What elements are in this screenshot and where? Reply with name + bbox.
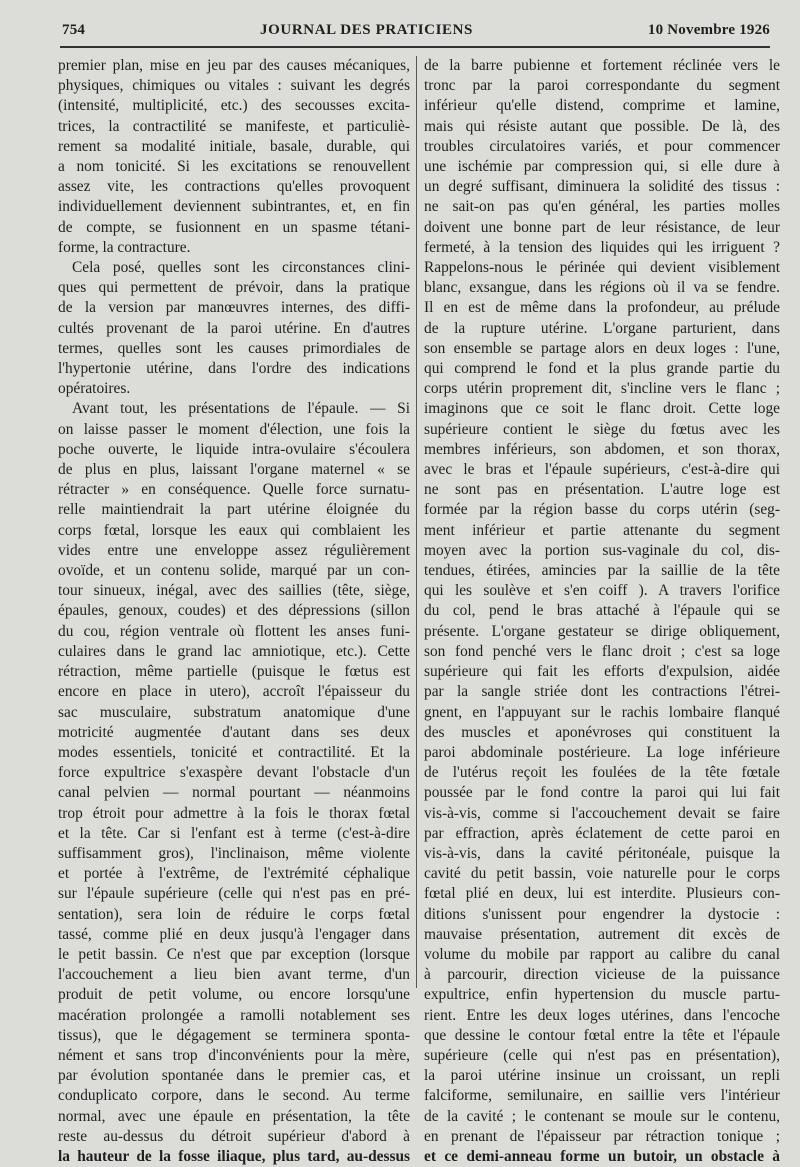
text-line: reste au-dessus du détroit supérieur d'abord à <box>58 1127 410 1145</box>
text-line: poche ouverte, le liquide intra-ovulaire s'écoulera <box>58 440 410 458</box>
text-line: ne sont pas en présentation. L'autre loge est <box>424 481 780 499</box>
text-line: et la tête. Car si l'enfant est à terme (c'est-à-dire <box>58 824 410 842</box>
text-line: Il en est de même dans la profondeur, au prélude <box>424 299 780 317</box>
text-line: supérieure qui fait les efforts d'expulsion, aidée <box>424 663 780 681</box>
text-line: rétracter » en conséquence. Quelle force surnatu- <box>58 481 410 499</box>
running-header <box>62 22 770 44</box>
text-line: mais qui résiste autant que possible. De là, des <box>424 117 780 135</box>
text-line: l'accouchement a lieu bien avant terme, d'un <box>58 966 410 984</box>
text-line: tronc par la paroi correspondante du segment <box>424 77 780 95</box>
column-divider <box>416 56 417 988</box>
text-line: ovoïde, et un contenu solide, marqué par un con- <box>58 562 410 580</box>
text-line: ne sait-on pas qu'en général, les parties molles <box>424 198 780 216</box>
text-line: cavité du petit bassin, voie naturelle pour le corps <box>424 865 780 883</box>
text-line: Rappelons-nous le périnée qui devient visiblement <box>424 259 780 277</box>
text-line: de la barre pubienne et fortement réclinée vers le <box>424 57 780 74</box>
text-line: cultés provenant de la paroi utérine. En d'autres <box>58 319 410 337</box>
text-line: épaules, genoux, coudes) et des dépressions (sillon <box>58 602 410 620</box>
text-line: canal pelvien — normal pourtant — néanmoins <box>58 784 410 802</box>
text-line: trop étroit pour admettre à la fois le thorax fœtal <box>58 804 410 822</box>
text-line: présente. L'organe gestateur se dirige obliquement, <box>424 622 780 640</box>
text-line: de la rupture utérine. L'organe parturient, dans <box>424 319 780 337</box>
text-line: suffisamment gros), l'inclinaison, même violente <box>58 844 410 862</box>
header-rule <box>60 46 770 48</box>
text-line: que dessine le contour fœtal entre la tête et l'épaule <box>424 1026 780 1044</box>
text-line: modes essentiels, tonicité et contractilité. Et la <box>58 743 410 761</box>
text-line: supérieure contient le siège du fœtus avec les <box>424 420 780 438</box>
text-line: fœtal plié en deux, lui est interdite. Plusieurs con- <box>424 885 780 903</box>
text-line: expultrice, enfin hypertension du muscle partu- <box>424 986 780 1004</box>
text-line: forme, la contracture. <box>58 238 191 256</box>
text-line: macération prolongée a ramolli notablement ses <box>58 1006 410 1024</box>
text-line: rient. Entre les deux loges utérines, dans l'encoche <box>424 1006 780 1024</box>
text-line: conduplicato corpore, dans le second. Au terme <box>58 1087 410 1105</box>
text-line: de la cavité ; le contenant se moule sur le contenu, <box>424 1107 780 1125</box>
text-line: doivent une bonne part de leur résistance, de leur <box>424 218 780 236</box>
text-line: vides entre une enveloppe assez régulièrement <box>58 541 410 559</box>
text-line: paroi abdominale postérieure. La loge inférieure <box>424 743 780 761</box>
text-line: (intensité, multiplicité, etc.) des secousses excita- <box>58 97 410 115</box>
page-number: 754 <box>62 22 86 38</box>
text-line: du col, pend le bras attaché à l'épaule qui se <box>424 602 780 620</box>
text-line: par évolution spontanée dans le premier cas, et <box>58 1067 410 1085</box>
text-line: ment inférieur et partie attenante du segment <box>424 521 780 539</box>
text-line: corps fœtal, lorsque les eaux qui comblaient les <box>58 521 410 539</box>
text-line: de l'utérus reçoit les foulées de la tête fœtale <box>424 764 780 782</box>
text-line: vis-à-vis, comme si l'accouchement devait se faire <box>424 804 780 822</box>
text-line: du cou, région ventrale où flottent les anses funi- <box>58 622 410 640</box>
text-line: une ischémie par compression qui, si elle dure à <box>424 158 780 176</box>
text-line: son ensemble se partage alors en deux loges : l'une, <box>424 339 780 357</box>
text-line: des muscles et aponévroses qui constituent la <box>424 723 780 741</box>
text-line: blanc, exsangue, dans les régions où il va se fendre. <box>424 279 780 297</box>
text-line: motricité augmentée d'autant dans ses deux <box>58 723 410 741</box>
text-line: ditions s'unissent pour engendrer la dystocie : <box>424 905 780 923</box>
text-line: assez vite, les contractions qu'elles provoquent <box>58 178 410 196</box>
text-line: qui les soulève et s'en coiff ). A travers l'orifice <box>424 582 780 600</box>
text-line: nément et sans trop d'inconvénients pour la mère, <box>58 1046 410 1064</box>
text-line: on laisse passer le moment d'élection, une fois la <box>58 420 410 438</box>
text-line: tour sinueux, inégal, avec des saillies (tête, siège, <box>58 582 410 600</box>
text-line: de la version par manœuvres internes, des diffi- <box>58 299 410 317</box>
journal-title: JOURNAL DES PRATICIENS <box>260 22 473 38</box>
text-line: et portée à l'extrême, de l'extrémité céphalique <box>58 865 410 883</box>
text-line: falciforme, semilunaire, en saillie vers l'intérieur <box>424 1087 780 1105</box>
text-line: de compte, se fusionnent en un spasme tétani- <box>58 218 410 236</box>
text-line: encore en place in utero), accroît l'épaisseur du <box>58 683 410 701</box>
text-line: poussée par le fond contre la paroi qui lui fait <box>424 784 780 802</box>
text-line: rement sa modalité initiale, basale, durable, qui <box>58 137 410 155</box>
text-line: force expultrice s'exaspère devant l'obstacle d'un <box>58 764 410 782</box>
text-line: un degré suffisant, diminuera la solidité des tissus : <box>424 178 780 196</box>
text-line: par effraction, après éclatement de cette paroi en <box>424 824 780 842</box>
text-line: trices, la contractilité se manifeste, et particuliè- <box>58 117 410 135</box>
issue-date: 10 Novembre 1926 <box>647 22 770 38</box>
text-line: physiques, chimiques ou vitales : suivant les degrés <box>58 77 410 95</box>
text-line: imaginons que ce soit le flanc droit. Cette loge <box>424 400 780 418</box>
text-line: mauvaise présentation, autrement dit excès de <box>424 925 780 943</box>
text-line: premier plan, mise en jeu par des causes mécaniques, <box>58 57 410 74</box>
text-line: le petit bassin. Ce n'est que par exception (lorsque <box>58 945 410 963</box>
text-line: supérieure (celle qui n'est pas en présentation), <box>424 1046 780 1064</box>
text-line: produit de petit volume, ou encore lorsqu'une <box>58 986 410 1004</box>
text-line: fermeté, à la tension des liquides qui les irriguent ? <box>424 238 780 256</box>
text-line: formée par la région basse du corps utérin (seg- <box>424 501 780 519</box>
text-line: moyen avec la portion sus-vaginale du col, dis- <box>424 541 780 559</box>
text-line: avec le bras et l'épaule supérieurs, c'est-à-dire qui <box>424 461 780 479</box>
text-line: ques qui permettent de prévoir, dans la pratique <box>58 279 410 297</box>
text-line: culaires dans le grand lac amniotique, etc.). Cette <box>58 642 410 660</box>
text-line: à parcourir, direction vicieuse de la puissance <box>424 966 780 984</box>
text-line: tassé, comme plié en deux jusqu'à l'engager dans <box>58 925 410 943</box>
text-line: rétraction, même partielle (puisque le fœtus est <box>58 663 410 681</box>
text-line: volume du mobile par rapport au calibre du canal <box>424 945 780 963</box>
text-line: opératoires. <box>58 380 131 398</box>
text-line: Cela posé, quelles sont les circonstances clini- <box>72 259 410 277</box>
text-line: qui comprend le fond et la plus grande partie du <box>424 360 780 378</box>
text-line: Avant tout, les présentations de l'épaule. — Si <box>72 400 410 418</box>
text-line: sentation), sera loin de réduire le corps fœtal <box>58 905 410 923</box>
left-column <box>58 56 410 1167</box>
text-line: et ce demi-anneau forme un butoir, un obstacle à <box>424 1147 780 1165</box>
text-line: normal, avec une épaule en présentation, la tête <box>58 1107 410 1125</box>
text-line: de plus en plus, laissant l'organe maternel « se <box>58 461 410 479</box>
text-line: a nom tonicité. Si les excitations se renouvellent <box>58 158 410 176</box>
text-line: sur l'épaule supérieure (celle qui n'est pas en pré- <box>58 885 410 903</box>
text-line: membres inférieurs, son abdomen, et son thorax, <box>424 440 780 458</box>
text-line: la paroi utérine insinue un croissant, un repli <box>424 1067 780 1085</box>
text-line: en prenant de l'épaisseur par rétraction tonique ; <box>424 1127 780 1145</box>
text-line: tissus), que le dégagement se terminera sponta- <box>58 1026 410 1044</box>
text-line: par la sangle striée dont les contractions l'étrei- <box>424 683 780 701</box>
text-line: l'hypertonie utérine, dans l'ordre des indications <box>58 360 410 378</box>
text-line: inférieur qu'elle distend, comprime et lamine, <box>424 97 780 115</box>
text-line: troubles circulatoires variés, et pour commencer <box>424 137 780 155</box>
text-line: sac musculaire, substratum anatomique d'une <box>58 703 410 721</box>
text-line: corps utérin proprement dit, s'incline vers le flanc ; <box>424 380 780 398</box>
text-line: son fond penché vers le flanc droit ; c'est sa loge <box>424 642 780 660</box>
text-line: individuellement deviennent subintrantes, et, en fin <box>58 198 410 216</box>
text-line: termes, quelles sont les causes primordiales de <box>58 339 410 357</box>
right-column <box>424 56 780 1167</box>
text-line: gnent, en l'appuyant sur le rachis lombaire flanqué <box>424 703 780 721</box>
text-line: la hauteur de la fosse iliaque, plus tard, au-dessus <box>58 1147 410 1165</box>
text-line: vis-à-vis, dans la cavité péritonéale, puisque la <box>424 844 780 862</box>
text-line: tendues, étirées, amincies par la saillie de la tête <box>424 562 780 580</box>
text-line: relle maintiendrait la part utérine éloignée du <box>58 501 410 519</box>
